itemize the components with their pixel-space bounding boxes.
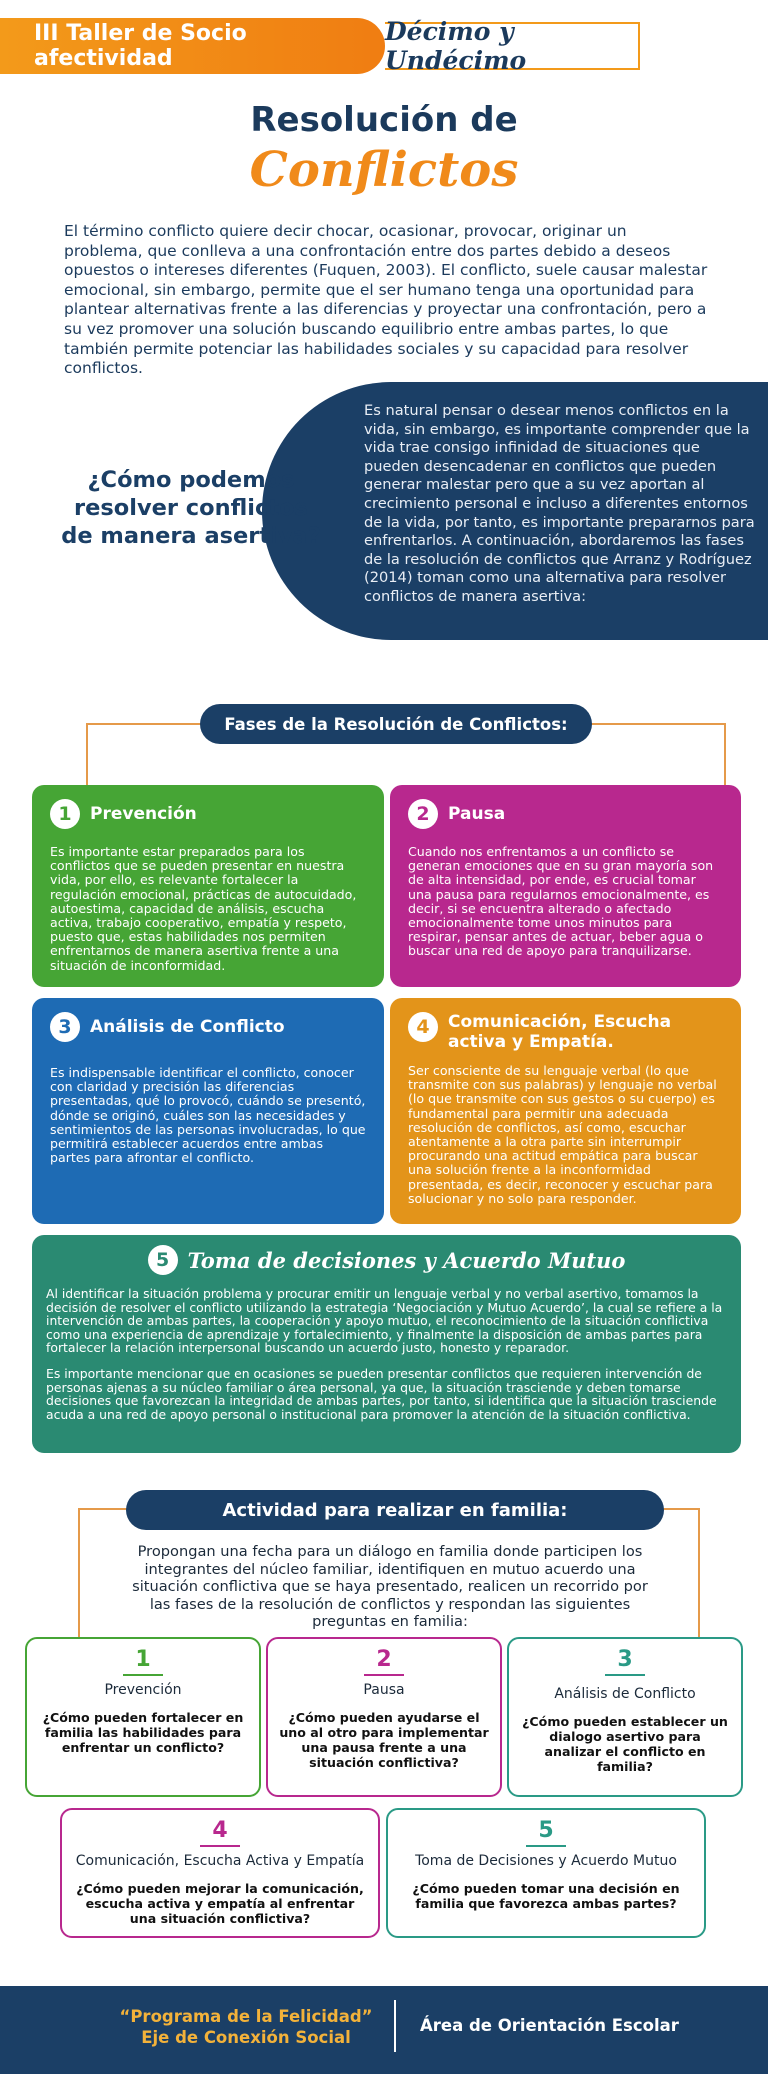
workshop-banner	[0, 18, 385, 74]
question-text: ¿Cómo pueden fortalecer en familia las habilidades para enfrentar un conflicto?	[42, 1710, 244, 1755]
question-number: 5	[526, 1818, 565, 1847]
question-number: 4	[200, 1818, 239, 1847]
phase-text-1: Al identificar la situación problema y procurar emitir un lenguaje verbal y no verbal asertivo, tomamos la decisión de resolver el conflicto utilizando la estrategia ‘Negociación y Mutuo Acuerdo’, la cual se refiere a la intervención de ambas partes, la cooperación y apoyo mutuo, el reconocimiento de la situación conflictiva como una experiencia de aprendizaje y fortalecimiento, y finalmente la disposición de ambas partes para fortalecer la relación interpersonal buscando un acuerdo justo, honesto y reparador.	[46, 1286, 723, 1356]
phase-number: 3	[50, 1012, 80, 1042]
grade-label: Décimo y Undécimo	[385, 22, 640, 70]
axis-name: Eje de Conexión Social	[141, 2028, 351, 2047]
phase-number: 1	[50, 799, 80, 829]
question-number: 3	[605, 1647, 644, 1676]
activity-title: Actividad para realizar en familia:	[126, 1490, 664, 1530]
phase-number: 4	[408, 1012, 438, 1042]
question-title: Comunicación, Escucha Activa y Empatía	[75, 1853, 365, 1869]
page-title-line1: Resolución de	[250, 100, 518, 140]
footer-program	[96, 2006, 396, 2048]
question-text: ¿Cómo pueden establecer un dialogo asertivo para analizar el conflicto en familia?	[522, 1714, 728, 1774]
question-number: 2	[364, 1647, 403, 1676]
phase-card-analisis	[32, 998, 384, 1224]
question-title: Prevención	[104, 1682, 182, 1698]
phase-card-toma-de-decisiones	[32, 1235, 741, 1453]
question-card-prevencion	[25, 1637, 261, 1797]
phase-number: 5	[148, 1245, 178, 1275]
phase-card-pausa	[390, 785, 741, 987]
phase-title: Pausa	[448, 804, 506, 824]
phase-title: Análisis de Conflicto	[90, 1017, 285, 1037]
intro-paragraph: El término conflicto quiere decir chocar, ocasionar, provocar, originar un problema, que conlleva a una confrontación entre dos partes debido a deseos opuestos o intereses diferentes (Fuquen, 2003). El conflicto, suele causar malestar emocional, sin embargo, permite que el ser humano tenga una oportunidad para plantear alternativas frente a las diferencias y proyectar una confrontación, pero a su vez promover una solución buscando equilibrio entre ambas partes, lo que también permite potenciar las habilidades sociales y su capacidad para resolver conflictos.	[64, 222, 708, 378]
question-card-toma-de-decisiones	[386, 1808, 706, 1938]
footer-area: Área de Orientación Escolar	[420, 2016, 679, 2035]
phase-text: Es indispensable identificar el conflicto, conocer con claridad y precisión las diferencias presentadas, qué lo provocó, cuándo se presentó, dónde se originó, cuáles son las necesidades y sentimientos de las personas involucradas, lo que permitirá establecer acuerdos entre ambas partes para afrontar el conflicto.	[50, 1065, 366, 1166]
phases-title: Fases de la Resolución de Conflictos:	[200, 704, 592, 744]
phase-text-2: Es importante mencionar que en ocasiones se pueden presentar conflictos que requieren intervención de personas ajenas a su núcleo familiar o área personal, ya que, la situación trasciende y deben tomarse decisiones que favorezcan la integridad de ambas partes, por tanto, si identifica que la situación trasciende acuda a una red de apoyo personal o institucional para promover la atención de la situación conflictiva.	[46, 1365, 717, 1422]
phase-text: Es importante estar preparados para los conflictos que se pueden presentar en nuestra vida, por ello, es relevante fortalecer la regulación emocional, prácticas de autocuidado, autoestima, capacidad de análisis, escucha activa, trabajo cooperativo, empatía y respeto, puesto que, estas habilidades nos permiten enfrentarnos de manera asertiva frente a una situación de inconformidad.	[50, 844, 357, 973]
phase-number: 2	[408, 799, 438, 829]
question-text: ¿Cómo pueden ayudarse el uno al otro para implementar una pausa frente a una situación conflictiva?	[279, 1710, 489, 1770]
question-card-analisis	[507, 1637, 743, 1797]
question-card-comunicacion	[60, 1808, 380, 1938]
question-card-pausa	[266, 1637, 502, 1797]
program-name: “Programa de la Felicidad”	[119, 2007, 373, 2026]
page-title-line2: Conflictos	[249, 142, 519, 198]
phase-title: Comunicación, Escucha activa y Empatía.	[448, 1012, 672, 1052]
workshop-title: III Taller de Socio afectividad	[34, 21, 247, 71]
question-heading: ¿Cómo podemos resolver conflictos de manera asertiva?	[61, 467, 321, 549]
activity-text: Propongan una fecha para un diálogo en familia donde participen los integrantes del núcleo familiar, identifiquen en mutuo acuerdo una situación conflictiva que se haya presentado, realicen un recorrido por las fases de la resolución de conflictos y respondan las siguientes preguntas en familia:	[132, 1543, 648, 1631]
phase-title: Toma de decisiones y Acuerdo Mutuo	[187, 1247, 626, 1273]
footer-divider	[394, 2000, 396, 2052]
question-text: ¿Cómo pueden mejorar la comunicación, escucha activa y empatía al enfrentar una situación conflictiva?	[76, 1881, 364, 1926]
phase-text: Ser consciente de su lenguaje verbal (lo que transmite con sus palabras) y lenguaje no verbal (lo que transmite con sus gestos o su cuerpo) es fundamental para permitir una adecuada resolución de conflictos, así como, escuchar atentamente a la otra parte sin interrumpir procurando una actitud empática para buscar una solución frente a la inconformidad presentada, es decir, reconocer y escuchar para solucionar y no solo para responder.	[408, 1063, 717, 1206]
phase-text: Cuando nos enfrentamos a un conflicto se generan emociones que en su gran mayoría son de alta intensidad, por ende, es crucial tomar una pausa para regularnos emocionalmente, es decir, si se encuentra alterado o afectado emocionalmente tome unos minutos para respirar, pensar antes de actuar, beber agua o buscar una red de apoyo para tranquilizarse.	[408, 844, 714, 959]
question-number: 1	[123, 1647, 162, 1676]
question-band-text: Es natural pensar o desear menos conflictos en la vida, sin embargo, es importante comprender que la vida trae consigo infinidad de situaciones que pueden desencadenar en conflictos que pueden generar malestar pero que a su vez aportan al crecimiento personal e incluso a diferentes entornos de la vida, por tanto, es importante prepararnos para enfrentarlos. A continuación, abordaremos las fases de la resolución de conflictos que Arranz y Rodríguez (2014) toman como una alternativa para resolver conflictos de manera asertiva:	[364, 402, 755, 605]
phase-title: Prevención	[90, 804, 197, 824]
question-text: ¿Cómo pueden tomar una decisión en familia que favorezca ambas partes?	[412, 1881, 680, 1911]
phase-card-prevencion	[32, 785, 384, 987]
question-title: Análisis de Conflicto	[554, 1686, 696, 1702]
question-title: Pausa	[363, 1682, 405, 1698]
phase-card-comunicacion	[390, 998, 741, 1224]
question-title: Toma de Decisiones y Acuerdo Mutuo	[415, 1853, 677, 1869]
